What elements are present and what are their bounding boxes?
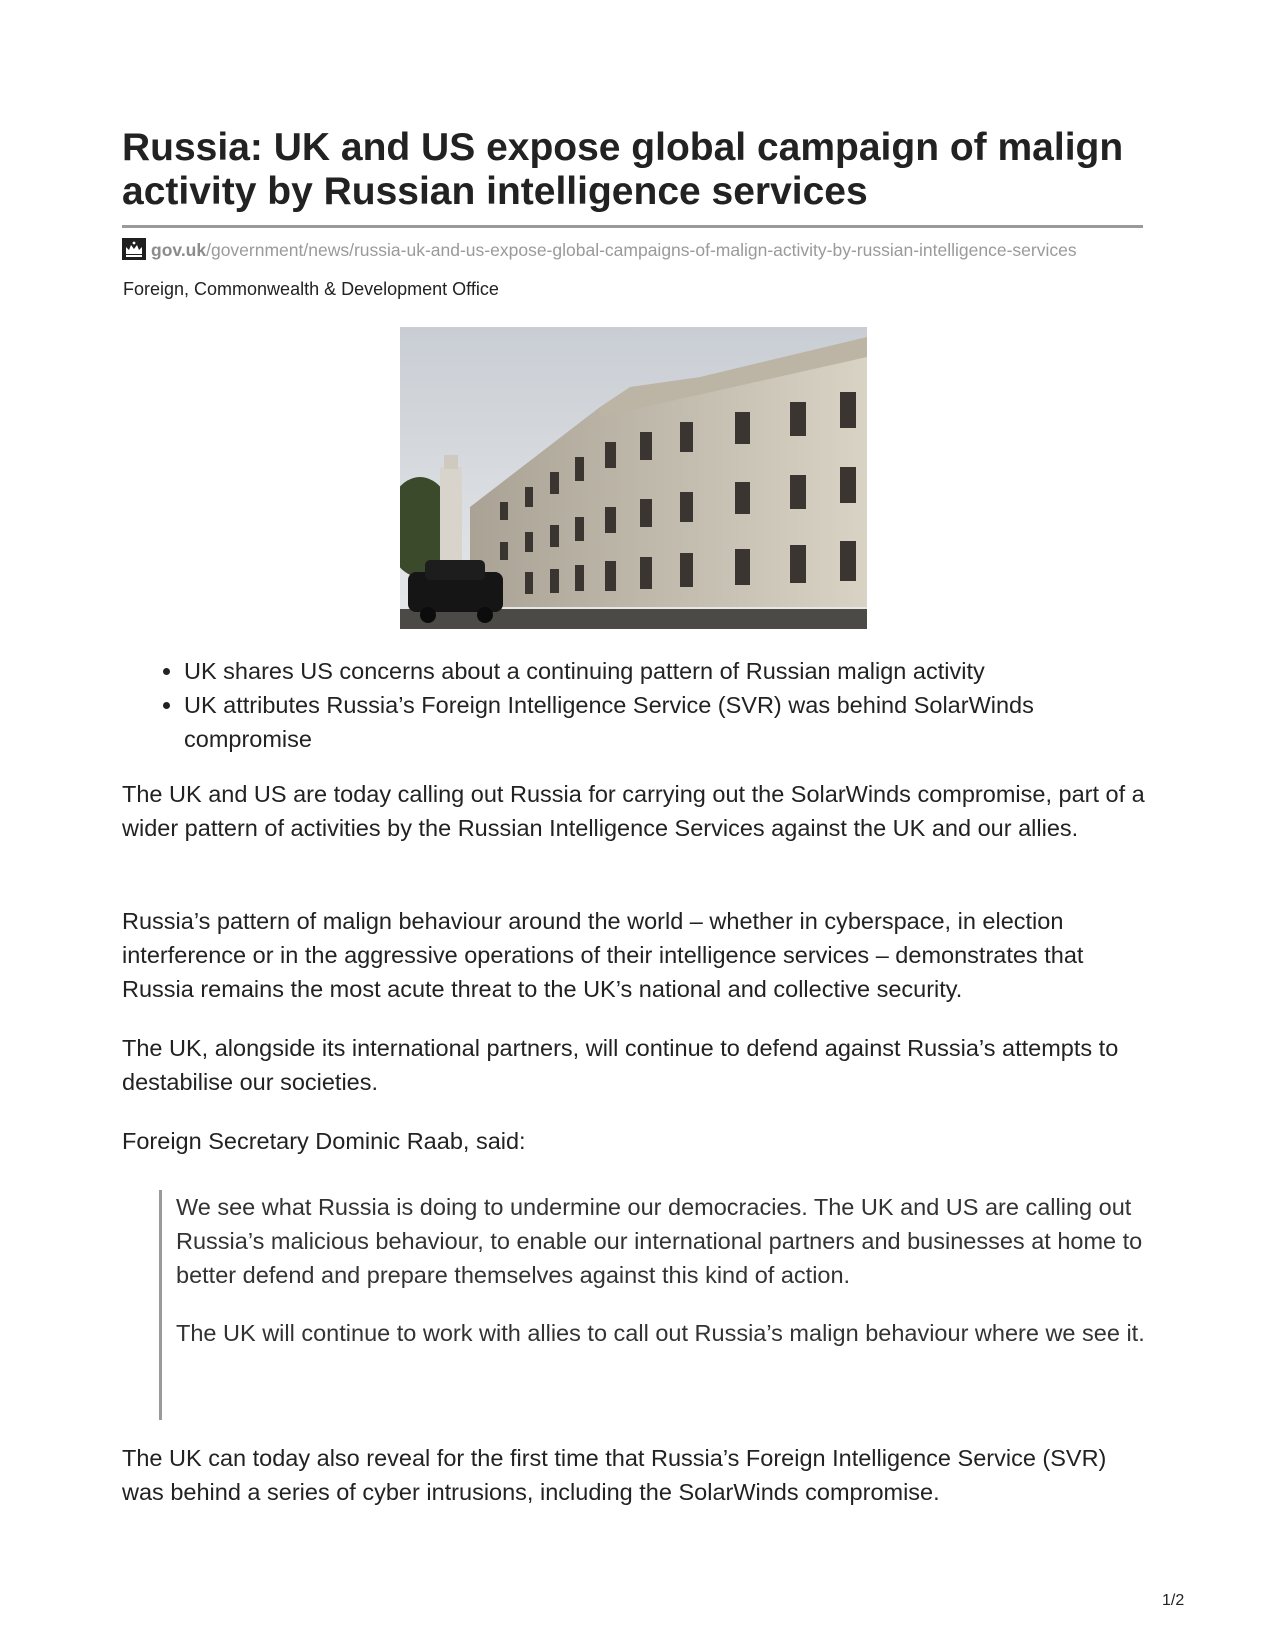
page-title: Russia: UK and US expose global campaign of malign activity by Russian intelligence services [122, 126, 1124, 213]
source-link[interactable] [122, 238, 1162, 262]
crown-icon [122, 238, 146, 260]
quote-paragraph: We see what Russia is doing to undermine our democracies. The UK and US are calling out Russia’s malicious behaviour, to enable our international partners and businesses at home to better defend and prepare themselves against this kind of action. [176, 1194, 1143, 1288]
list-item: • UK shares US concerns about a continuing pattern of Russian malign activity [184, 654, 1164, 688]
closing-paragraph: The UK can today also reveal for the first time that Russia’s Foreign Intelligence Service (SVR) was behind a series of cyber intrusions, including the SolarWinds compromise. [122, 1445, 1107, 1505]
body-paragraph: The UK, alongside its international partners, will continue to defend against Russia’s attempts to destabilise our societies. [122, 1035, 1119, 1095]
body-paragraph: Russia’s pattern of malign behaviour around the world – whether in cyberspace, in election interference or in the aggressive operations of their intelligence services – demonstrates that Russia remains the most acute threat to the UK’s national and collective security. [122, 908, 1084, 1002]
summary-list [122, 654, 1164, 756]
blockquote [159, 1190, 1176, 1420]
list-item: • UK attributes Russia’s Foreign Intelligence Service (SVR) was behind SolarWinds compromise [184, 688, 1164, 756]
body-paragraph: The UK and US are today calling out Russia for carrying out the SolarWinds compromise, part of a wider pattern of activities by the Russian Intelligence Services against the UK and our allies. [122, 781, 1145, 841]
source-host: gov.uk [151, 240, 207, 260]
body-paragraph: Foreign Secretary Dominic Raab, said: [122, 1128, 526, 1154]
page-number: 1/2 [1162, 1592, 1185, 1609]
title-divider [122, 225, 1143, 228]
organisation-label: Foreign, Commonwealth & Development Office [123, 279, 499, 299]
building-photo [400, 327, 867, 629]
source-path: /government/news/russia-uk-and-us-expose-global-campaigns-of-malign-activity-by-russian-intelligence-services [206, 240, 1077, 260]
quote-paragraph: The UK will continue to work with allies to call out Russia’s malign behaviour where we see it. [176, 1320, 1145, 1346]
